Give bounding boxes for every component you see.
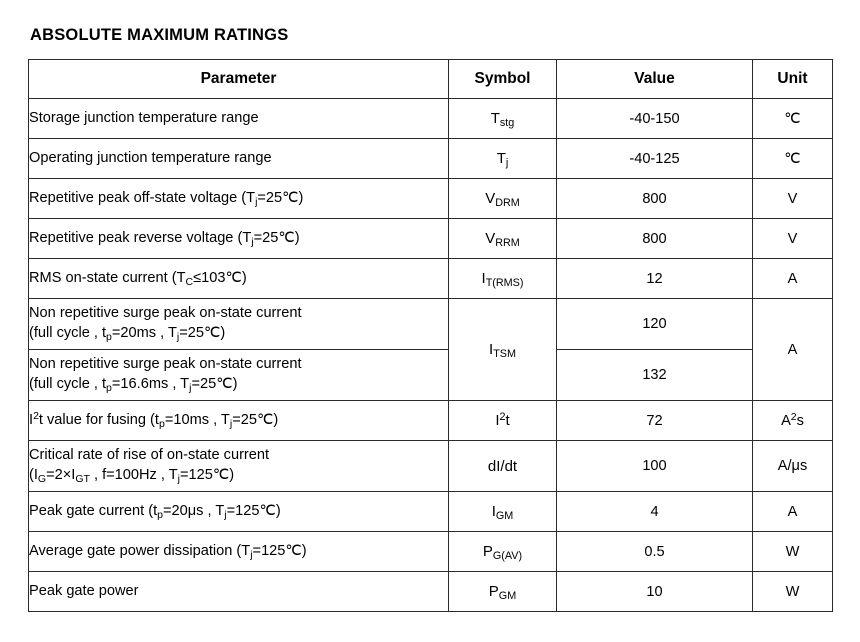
parameter-text-mid2: =10ms , T: [164, 411, 230, 428]
parameter-text-tail: =25℃): [232, 411, 279, 428]
parameter-text: I: [29, 411, 34, 428]
cell-value: 12: [557, 259, 753, 299]
parameter-subscript: j: [255, 195, 258, 208]
symbol-subscript: DRM: [495, 197, 520, 210]
cell-symbol: [449, 179, 557, 219]
cell-symbol: [449, 401, 557, 441]
cell-value: 132: [557, 350, 753, 401]
cell-unit: A/μs: [753, 441, 833, 492]
cell-unit: V: [753, 179, 833, 219]
table-row: [29, 179, 833, 219]
table-row: [29, 259, 833, 299]
table-row: [29, 139, 833, 179]
parameter-text-tail: =25℃): [191, 376, 238, 392]
parameter-text-tail: =25℃): [179, 325, 226, 341]
parameter-text: (full cycle , t: [29, 376, 107, 392]
parameter-subscript: C: [185, 275, 194, 288]
cell-value: 0.5: [557, 532, 753, 572]
parameter-line-1: Critical rate of rise of on-state current: [29, 447, 270, 464]
parameter-text-tail: =125℃): [180, 467, 235, 483]
symbol-superscript: 2: [499, 411, 506, 424]
unit-tail: s: [796, 412, 804, 429]
page-title: ABSOLUTE MAXIMUM RATINGS: [30, 26, 289, 44]
cell-symbol: [449, 259, 557, 299]
parameter-line-1: Non repetitive surge peak on-state current: [29, 356, 302, 373]
parameter-text-tail: =125℃): [252, 542, 307, 559]
parameter-subscript-tp: p: [157, 508, 164, 521]
column-header-value: Value: [557, 60, 753, 99]
cell-unit: A: [753, 299, 833, 401]
cell-parameter: [29, 299, 449, 350]
parameter-line-2: [29, 466, 448, 486]
cell-unit: W: [753, 572, 833, 612]
table-row: [29, 299, 833, 350]
parameter-text-mid: =2×I: [46, 467, 76, 483]
symbol-subscript: RRM: [495, 237, 520, 250]
parameter-text-mid: =20μs , T: [163, 502, 225, 519]
cell-parameter: [29, 492, 449, 532]
cell-parameter: [29, 179, 449, 219]
cell-parameter: Storage junction temperature range: [29, 99, 449, 139]
table-header-row: [29, 60, 833, 99]
parameter-text-tail: ≤103℃): [193, 269, 247, 286]
parameter-text: Repetitive peak off-state voltage (T: [29, 189, 256, 206]
parameter-text-mid2: , f=100Hz , T: [89, 467, 178, 483]
cell-parameter: Peak gate power: [29, 572, 449, 612]
table-row: [29, 99, 833, 139]
parameter-text: (full cycle , t: [29, 325, 107, 341]
symbol-base: P: [482, 543, 493, 560]
parameter-superscript: 2: [33, 409, 39, 422]
symbol-base: I: [495, 412, 500, 429]
parameter-subscript-tj: j: [229, 417, 233, 430]
parameter-subscript-tj: j: [177, 472, 180, 485]
cell-parameter: [29, 219, 449, 259]
parameter-subscript-tp: p: [106, 381, 112, 394]
symbol-subscript: j: [505, 157, 509, 170]
parameter-subscript-igt: GT: [75, 472, 90, 485]
table-row: [29, 219, 833, 259]
parameter-subscript-tp: p: [106, 330, 112, 343]
symbol-subscript: TSM: [493, 348, 516, 361]
cell-value: -40-125: [557, 139, 753, 179]
parameter-subscript-tp: p: [158, 417, 165, 430]
cell-parameter: Operating junction temperature range: [29, 139, 449, 179]
cell-unit: A: [753, 259, 833, 299]
cell-unit: V: [753, 219, 833, 259]
parameter-line-1: Non repetitive surge peak on-state current: [29, 305, 302, 322]
symbol-subscript: GM: [498, 590, 517, 603]
cell-unit: A: [753, 492, 833, 532]
symbol-base: I: [481, 270, 486, 287]
absolute-maximum-ratings-table: [28, 59, 833, 612]
cell-value: 100: [557, 441, 753, 492]
symbol-base: P: [488, 583, 499, 600]
cell-value: 120: [557, 299, 753, 350]
symbol-subscript: G(AV): [492, 550, 523, 563]
parameter-text-mid: =16.6ms , T: [111, 376, 190, 392]
parameter-text: RMS on-state current (T: [29, 269, 186, 286]
parameter-text-tail: =25℃): [257, 189, 304, 206]
column-header-unit: Unit: [753, 60, 833, 99]
cell-symbol: [449, 532, 557, 572]
parameter-text-tail: =125℃): [226, 502, 281, 519]
table-row: [29, 492, 833, 532]
column-header-parameter: Parameter: [29, 60, 449, 99]
parameter-subscript-ig: G: [37, 472, 47, 485]
parameter-subscript-tj: j: [250, 548, 253, 561]
cell-value: 800: [557, 219, 753, 259]
cell-parameter: [29, 441, 449, 492]
cell-symbol: [449, 492, 557, 532]
table-row: [29, 350, 833, 401]
cell-unit: ℃: [753, 99, 833, 139]
cell-unit: [753, 401, 833, 441]
parameter-text-mid: =20ms , T: [111, 325, 177, 341]
unit-base: A: [781, 412, 791, 429]
cell-symbol: [449, 299, 557, 401]
cell-value: 800: [557, 179, 753, 219]
cell-symbol: [449, 572, 557, 612]
cell-unit: ℃: [753, 139, 833, 179]
parameter-text: Average gate power dissipation (T: [29, 542, 251, 559]
parameter-text: (I: [29, 467, 38, 483]
symbol-tail: t: [505, 412, 510, 429]
table-row: [29, 572, 833, 612]
symbol-base: V: [485, 190, 496, 207]
table-row: [29, 532, 833, 572]
parameter-line-2: [29, 375, 448, 395]
cell-symbol: [449, 219, 557, 259]
parameter-subscript-tj: j: [224, 508, 227, 521]
symbol-subscript: stg: [499, 117, 515, 130]
parameter-line-2: [29, 324, 448, 344]
cell-parameter: [29, 259, 449, 299]
unit-superscript: 2: [790, 410, 797, 423]
cell-symbol: [449, 139, 557, 179]
symbol-base: T: [496, 150, 506, 167]
cell-symbol: [449, 99, 557, 139]
symbol-base: I: [489, 341, 494, 358]
table-row: [29, 441, 833, 492]
cell-symbol: dI/dt: [449, 441, 557, 492]
symbol-base: V: [485, 230, 496, 247]
parameter-subscript: j: [251, 235, 254, 248]
cell-parameter: [29, 532, 449, 572]
parameter-subscript-tj: j: [189, 381, 192, 394]
cell-value: 4: [557, 492, 753, 532]
parameter-text: Repetitive peak reverse voltage (T: [29, 229, 252, 246]
symbol-base: T: [490, 110, 500, 127]
parameter-text-tail: =25℃): [253, 229, 300, 246]
symbol-base: I: [491, 503, 496, 520]
symbol-subscript: T(RMS): [485, 277, 524, 290]
cell-value: 72: [557, 401, 753, 441]
parameter-text: Peak gate current (t: [29, 502, 158, 519]
column-header-symbol: Symbol: [449, 60, 557, 99]
cell-parameter: [29, 350, 449, 401]
cell-value: -40-150: [557, 99, 753, 139]
parameter-subscript-tj: j: [176, 330, 180, 343]
table-row: [29, 401, 833, 441]
parameter-text-mid: t value for fusing (t: [38, 411, 159, 428]
cell-unit: W: [753, 532, 833, 572]
cell-parameter: [29, 401, 449, 441]
cell-value: 10: [557, 572, 753, 612]
symbol-subscript: GM: [495, 510, 514, 523]
